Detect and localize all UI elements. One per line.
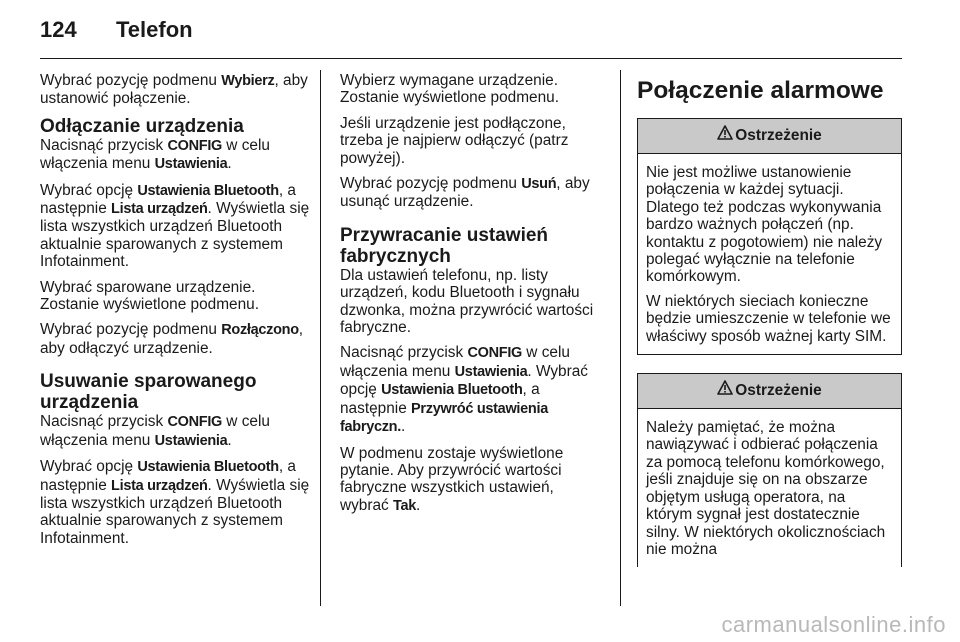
column-divider-2 <box>620 70 621 606</box>
warning-box-1 <box>637 118 902 355</box>
paragraph: Wybrać opcję Ustawienia Bluetooth, a następnie Lista urządzeń. Wyświetla się lista wszystkich urządzeń Bluetooth aktualnie sparowanych z systemem Infotainment. <box>40 181 310 271</box>
menu-term: Wybierz <box>221 73 275 89</box>
menu-term: Lista urządzeń <box>111 477 208 494</box>
warning-triangle-icon <box>717 119 733 153</box>
column-2 <box>340 72 606 523</box>
header-rule <box>40 58 902 59</box>
paragraph: Wybrać opcję Ustawienia Bluetooth, a następnie Lista urządzeń. Wyświetla się lista wszystkich urządzeń Bluetooth aktualnie sparowanych z systemem Infotainment. <box>40 458 310 547</box>
paragraph: Jeśli urządzenie jest podłączone, trzeba je najpierw odłączyć (patrz powyżej). <box>340 114 569 167</box>
column-divider-1 <box>320 70 321 606</box>
watermark: carmanualsonline.info <box>721 612 946 637</box>
page-title: Telefon <box>116 17 193 42</box>
page-number: 124 <box>40 17 77 42</box>
paragraph: W niektórych sieciach konieczne będzie umieszczenie w telefonie we właściwy sposób ważnej karty SIM. <box>646 292 891 345</box>
warning-box-2 <box>637 373 902 567</box>
paragraph: Wybrać pozycję podmenu Rozłączono, aby odłączyć urządzenie. <box>40 321 304 357</box>
paragraph: Dla ustawień telefonu, np. listy urządzeń, kodu Bluetooth i sygnału dzwonka, można przywrócić wartości fabryczne. <box>340 266 594 337</box>
menu-term: Rozłączono <box>221 322 299 339</box>
warning-body <box>638 409 901 567</box>
paragraph: Wybrać pozycję podmenu Usuń, aby usunąć urządzenie. <box>340 175 590 211</box>
menu-term: Ustawienia <box>154 432 228 449</box>
page-header <box>0 0 960 60</box>
column-1 <box>40 72 310 555</box>
menu-term: CONFIG <box>167 137 223 154</box>
menu-term: Lista urządzeń <box>111 201 208 218</box>
paragraph: W podmenu zostaje wyświetlone pytanie. Aby przywrócić wartości fabryczne wszystkich ustawień, wybrać Tak. <box>340 444 564 514</box>
column-3 <box>637 76 902 579</box>
menu-term: Ustawienia Bluetooth <box>137 182 279 199</box>
warning-header <box>638 119 901 154</box>
warning-triangle-icon <box>717 374 733 408</box>
menu-term: Tak <box>393 497 417 514</box>
warning-header <box>638 374 901 409</box>
warning-body <box>638 154 901 354</box>
menu-term: Ustawienia Bluetooth <box>381 382 523 399</box>
section-heading-remove: Usuwanie sparowanego urządzenia <box>40 371 257 414</box>
section-heading-disconnect: Odłączanie urządzenia <box>40 115 244 137</box>
paragraph: Nie jest możliwe ustanowienie połączenia w każdej sytuacji. Dlatego też podczas wykonywania bardzo ważnych połączeń (np. kontaktu z pogotowiem) nie należy polegać wyłącznie na telefonie komórkowym. <box>646 164 883 286</box>
paragraph: Wybrać pozycję podmenu Wybierz, aby ustanowić połączenie. <box>40 72 308 108</box>
menu-term: CONFIG <box>467 345 523 362</box>
menu-term: Przywróć ustawienia fabryczn. <box>340 400 548 436</box>
paragraph: Należy pamiętać, że można nawiązywać i odbierać połączenia za pomocą telefonu komórkowego, jeśli znajduje się on na obszarze objętym usługą operatora, na którym sygnał jest dostatecznie silny. W niektórych okolicznościach nie można <box>646 419 886 558</box>
paragraph: Nacisnąć przycisk CONFIG w celu włączenia menu Ustawienia. <box>40 413 270 449</box>
paragraph: Wybierz wymagane urządzenie. Zostanie wyświetlone podmenu. <box>340 72 560 107</box>
paragraph: Nacisnąć przycisk CONFIG w celu włączenia menu Ustawienia. Wybrać opcję Ustawienia Bluetooth, a następnie Przywróć ustawienia fabryczn.. <box>340 344 588 436</box>
menu-term: Ustawienia <box>154 156 228 173</box>
section-heading-emergency: Połączenie alarmowe <box>637 77 884 104</box>
warning-title: Ostrzeżenie <box>735 127 822 145</box>
menu-term: Ustawienia <box>454 363 528 380</box>
menu-term: Usuń <box>521 176 557 193</box>
warning-title: Ostrzeżenie <box>735 382 822 400</box>
menu-term: Ustawienia Bluetooth <box>137 459 279 476</box>
menu-term: CONFIG <box>167 414 223 431</box>
section-heading-reset: Przywracanie ustawień fabrycznych <box>340 224 549 267</box>
paragraph: Wybrać sparowane urządzenie. Zostanie wyświetlone podmenu. <box>40 278 260 314</box>
paragraph: Nacisnąć przycisk CONFIG w celu włączenia menu Ustawienia. <box>40 136 270 173</box>
